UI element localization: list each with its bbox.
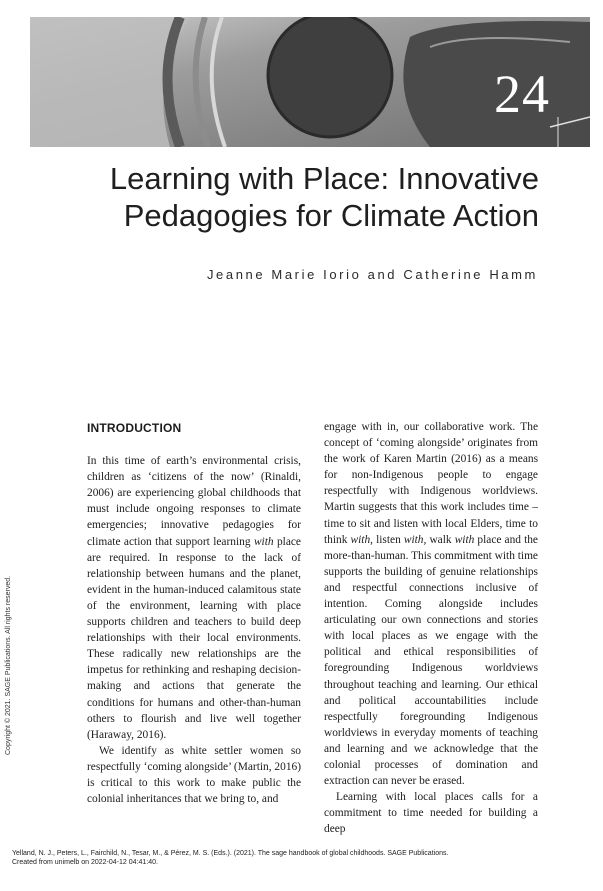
body-column-left	[87, 418, 301, 807]
chapter-authors: Jeanne Marie Iorio and Catherine Hamm	[206, 267, 538, 282]
italic-word: with	[350, 533, 371, 546]
paragraph-text: place and the more-than-human. This commitment with time supports the building of genuine relationships and respectful connections inclusive of intention. Coming alongside includes articulating our own connections and stories with local places as we engage with the political and ethical responsibilities of foregrounding Indigenous worldviews throughout teaching and learning. Our ethical and political accountabilities include respectfully foregrounding Indigenous worldviews in everyday moments of teaching and learning and we acknowledge that the colonial processes of domination and extraction can never be erased.	[324, 533, 538, 788]
italic-word: with	[253, 535, 274, 548]
paragraph-text: In this time of earth’s environmental crisis, children as ‘citizens of the now’ (Rinaldi, 2006) are experiencing global childhoods that must include ongoing responses to climate emergencies; innovative pedagogies for climate action that support learning	[87, 455, 301, 548]
italic-word: with,	[403, 533, 427, 546]
header-aerial-photo	[30, 17, 590, 147]
chapter-title	[59, 160, 539, 234]
chapter-title-line-1: Learning with Place: Innovative	[109, 161, 539, 196]
chapter-title-line-2: Pedagogies for Climate Action	[123, 198, 539, 233]
section-heading: INTRODUCTION	[87, 421, 182, 435]
footer-created: Created from unimelb on 2022-04-12 04:41:40.	[12, 859, 158, 866]
side-copyright-notice: Copyright © 2021. SAGE Publications. All rights reserved.	[5, 575, 12, 755]
paragraph: Learning with local places calls for a commitment to time needed for building a deep	[324, 791, 538, 836]
paragraph-text: walk	[426, 533, 455, 546]
footer-citation: Yelland, N. J., Peters, L., Fairchild, N., Tesar, M., & Pérez, M. S. (Eds.). (2021). The sage handbook of global childhoods. SAGE Publications.	[12, 850, 449, 857]
italic-word: with	[454, 533, 475, 546]
paragraph-text: engage with in, our collaborative work. The concept of ‘coming alongside’ originates from the work of Karen Martin (2016) as a means for non-Indigenous people to engage respectfully with Indigenous worldviews. Martin suggests that this work includes time – time to sit and listen with local Elders, time to think	[324, 421, 538, 546]
chapter-number: 24	[494, 64, 550, 124]
paragraph-text: , listen	[370, 533, 404, 546]
body-column-right	[324, 419, 538, 837]
paragraph-text: place are required. In response to the lack of relationship between humans and the planet, evident in the human-induced calamitous state of the environment, learning with place supports children and teachers to build deep relationships with their local environments. These radically new relationships are the impetus for rethinking and reshaping decision-making and actions that generate the conditions for humans and other-than-human others to flourish and live well together (Haraway, 2016).	[87, 535, 301, 741]
paragraph: We identify as white settler women so respectfully ‘coming alongside’ (Martin, 2016) is critical to this work to make public the colonial inheritances that we bring to, and	[87, 744, 301, 806]
page-footer	[12, 849, 448, 867]
paragraph	[324, 419, 538, 789]
paragraph	[87, 453, 301, 743]
